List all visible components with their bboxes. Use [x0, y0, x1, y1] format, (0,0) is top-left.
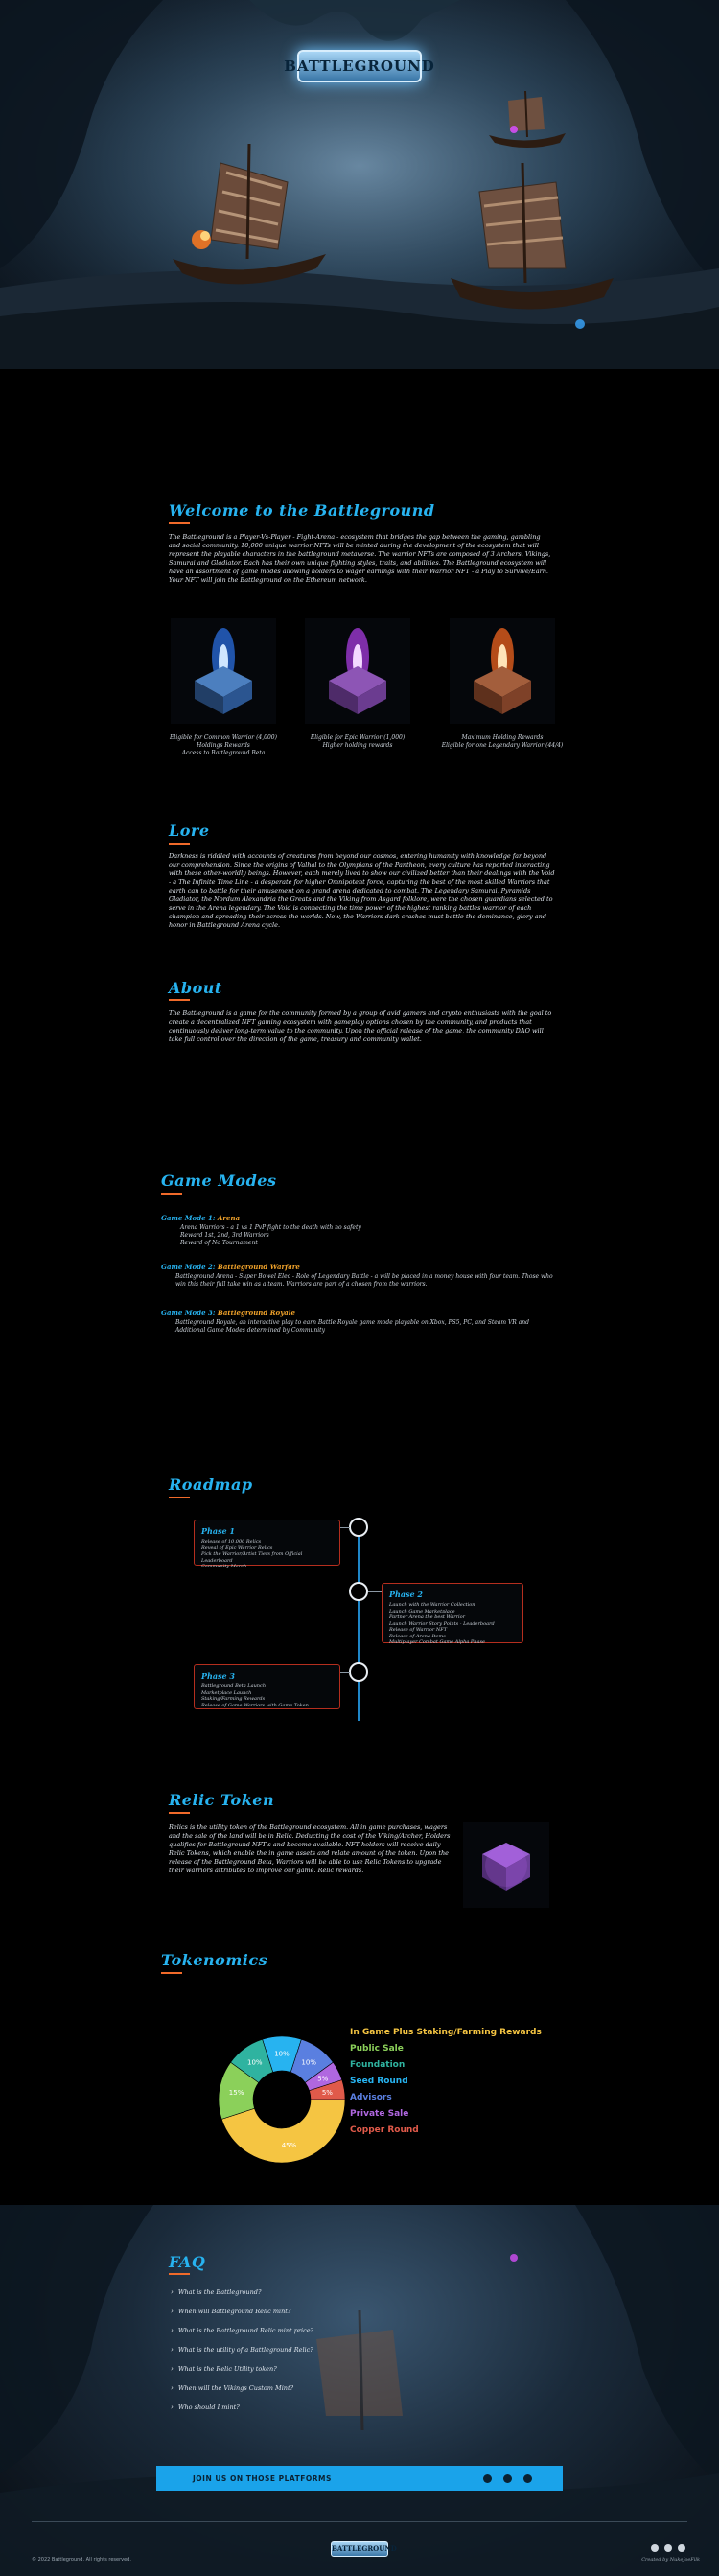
roadmap-node-1: [349, 1518, 368, 1537]
caption-line: Eligible for Epic Warrior (1,000): [310, 734, 406, 741]
faq-question: What is the Battleground Relic mint price?: [177, 2327, 314, 2334]
game-mode-2-line: Battleground Arena - Super Bowel Elec - Role of Legendary Battle - a will be placed in a money house with four team. Those who win this their full take win as a team. Warriors are part of a chosen from the warriors.: [175, 1273, 553, 1288]
instagram-icon[interactable]: [523, 2474, 532, 2483]
faq-item[interactable]: [171, 2365, 277, 2373]
faq-question: What is the utility of a Battleground Relic?: [177, 2346, 313, 2354]
phase-item: Battleground Beta Launch: [201, 1683, 267, 1689]
twitter-icon[interactable]: [664, 2544, 672, 2552]
game-mode-name: Battleground Royale: [217, 1309, 295, 1317]
phase-item: Release of Arena Items: [389, 1633, 446, 1639]
relic-text: Relics is the utility token of the Battleground ecosystem. All in game purchases, wagers and the sale of the land will be in Relic. Deducting the cost of the Viking/Archer, Holders qualifies for Battleground NFT's and become available. NFT holders will receive daily Relic Tokens, which enable the in game assets and relate amount of the token. Upon the release of the Battleground Beta, Warriors will be able to use Relic Tokens to upgrade their warriors attributes to improve our game. Relic rewards.: [169, 1823, 451, 1874]
nft-card-legendary[interactable]: [450, 618, 555, 724]
chevron-right-icon: ›: [171, 2365, 174, 2373]
donut-slice-label: 45%: [281, 2141, 297, 2149]
tokenomics-legend-item: In Game Plus Staking/Farming Rewards: [350, 2028, 542, 2037]
chevron-right-icon: ›: [171, 2327, 174, 2334]
faq-title: FAQ: [169, 2253, 206, 2271]
phase-item: Reveal of Epic Warrior Relics: [201, 1544, 273, 1551]
lore-title: Lore: [169, 822, 210, 840]
join-platforms-bar: [156, 2466, 563, 2491]
roadmap-connector: [340, 1527, 350, 1528]
phase-item: Pick the Warrior/Artist Tiers from Official Leaderboard: [201, 1551, 303, 1564]
nft-card-common[interactable]: [171, 618, 276, 724]
phase-item: Marketplace Launch: [201, 1689, 252, 1696]
relic-token-image: [463, 1822, 549, 1908]
welcome-title: Welcome to the Battleground: [169, 501, 435, 520]
game-mode-name: Battleground Warfare: [217, 1263, 300, 1271]
lore-text: Darkness is riddled with accounts of creatures from beyond our cosmos, entering humanity with knowledge far beyond our comprehension. Since the origins of Valhal to the Olympians of the Pantheon, every culture has reported interacting with these other-worldly beings. However, each merely lived to show our civilized better than their dealings with the Void - a The Infinite Time Line - a desperate for higher Omnipotent force, capturing the best of the most skilled Warriors that earth can to battle for their amusement on a grand arena dedicated to combat. The Legendary Samurai, Pyramids Gladiator, the Nordum Alexandria the Greats and the Viking from Asgard folklore, were the chosen guardians selected to serve in the Arena legendary. The Void is connecting the time power of the highest ranking battles warrior of each champion and spreading their across the worlds. Now, the Warriors dark crashes must battle the dominance, glory and honor in Battleground Arena cycle.: [169, 852, 555, 929]
relic-title: Relic Token: [169, 1791, 275, 1809]
tokenomics-legend-item: Public Sale: [350, 2044, 404, 2054]
faq-question: Who should I mint?: [177, 2403, 240, 2411]
donut-slice-label: 15%: [228, 2088, 244, 2097]
chevron-right-icon: ›: [171, 2384, 174, 2392]
roadmap-node-2: [349, 1582, 368, 1601]
game-mode-3-line: Additional Game Modes determined by Community: [175, 1327, 325, 1334]
instagram-icon[interactable]: [678, 2544, 685, 2552]
about-title: About: [169, 979, 222, 997]
footer-logo[interactable]: BATTLEGROUND: [331, 2541, 388, 2557]
faq-question: What is the Relic Utility token?: [177, 2365, 277, 2373]
phase-item: Multiplayer Combat Game Alpha Phase: [389, 1639, 486, 1645]
copyright-text: © 2022 Battleground. All rights reserved.: [32, 2557, 131, 2563]
tokenomics-legend-item: Private Sale: [350, 2109, 409, 2119]
hero-logo[interactable]: BATTLEGROUND: [297, 50, 422, 82]
roadmap-phase-2: [382, 1583, 523, 1643]
faq-question: When will the Vikings Custom Mint?: [177, 2384, 294, 2392]
tokenomics-donut-chart: [215, 2032, 349, 2167]
game-mode-label: Game Mode 1: [161, 1214, 213, 1222]
caption-line: Access to Battleground Beta: [181, 750, 266, 756]
about-text: The Battleground is a game for the community formed by a group of avid gamers and crypto enthusiasts with the goal to create a decentralized NFT gaming ecosystem with gameplay options chosen by the community, and products that continuously deliver long-term value to the community. Upon the official release of the game, the community DAO will take full control over the direction of the game, treasury and community wallet.: [169, 1010, 552, 1043]
credit-text: Created by NukeJoeFilk: [641, 2557, 700, 2563]
tokenomics-legend-item: Foundation: [350, 2060, 406, 2070]
donut-slice-label: 10%: [247, 2058, 263, 2067]
faq-scene: [0, 2205, 719, 2576]
tokenomics-legend-item: Copper Round: [350, 2125, 419, 2135]
game-mode-3-heading: Game Mode 3: Battleground Royale: [161, 1309, 295, 1317]
faq-background: [0, 2205, 719, 2576]
donut-slice-label: 5%: [321, 2088, 333, 2097]
roadmap-connector: [340, 1672, 350, 1673]
game-modes-underline: [161, 1193, 182, 1195]
about-underline: [169, 999, 190, 1001]
relic-cube-icon: [463, 1822, 549, 1908]
roadmap-timeline: [358, 1524, 360, 1721]
faq-item[interactable]: [171, 2288, 261, 2296]
donut-slice-label: 5%: [317, 2075, 329, 2083]
nft-card-epic[interactable]: [305, 618, 410, 724]
tokenomics-legend-item: Seed Round: [350, 2077, 408, 2086]
discord-icon[interactable]: [651, 2544, 659, 2552]
faq-item[interactable]: [171, 2403, 240, 2411]
phase-title: Phase 3: [201, 1671, 235, 1681]
tokenomics-legend-item: Advisors: [350, 2093, 392, 2102]
discord-icon[interactable]: [483, 2474, 492, 2483]
roadmap-node-3: [349, 1662, 368, 1682]
phase-item: Community Merch: [201, 1564, 247, 1569]
social-links: [483, 2474, 532, 2483]
common-relic-icon: [171, 618, 276, 724]
game-mode-2-heading: Game Mode 2: Battleground Warfare: [161, 1263, 300, 1271]
phase-item: Launch with the Warrior Collection: [389, 1602, 475, 1608]
donut-slice-label: 10%: [274, 2050, 290, 2058]
phase-item: Release of Game Warriors with Game Token: [201, 1702, 309, 1708]
roadmap-phase-1: [194, 1520, 340, 1569]
game-mode-label: Game Mode 2: [161, 1263, 213, 1271]
epic-relic-icon: [305, 618, 410, 724]
caption-line: Holdings Rewards: [197, 742, 250, 749]
faq-question: When will Battleground Relic mint?: [177, 2308, 291, 2315]
relic-underline: [169, 1812, 190, 1814]
faq-underline: [169, 2273, 190, 2275]
phase-title: Phase 1: [201, 1526, 235, 1536]
game-mode-1-heading: Game Mode 1: Arena: [161, 1214, 241, 1222]
nft-caption-epic: [286, 734, 429, 750]
tokenomics-title: Tokenomics: [161, 1951, 268, 1969]
roadmap-underline: [169, 1497, 190, 1498]
legendary-relic-icon: [450, 618, 555, 724]
nft-caption-legendary: [430, 734, 574, 750]
caption-line: Eligible for one Legendary Warrior (44/4): [441, 742, 564, 749]
chevron-right-icon: ›: [171, 2308, 174, 2315]
game-mode-1-line: Reward 1st, 2nd, 3rd Warriors: [180, 1232, 269, 1239]
game-mode-1-line: Reward of No Tournament: [180, 1240, 258, 1246]
welcome-underline: [169, 522, 190, 524]
caption-line: Eligible for Common Warrior (4,000): [170, 734, 277, 741]
phase-item: Launch Game Marketplace: [389, 1608, 455, 1614]
tokenomics-underline: [161, 1972, 182, 1974]
join-text: JOIN US ON THOSE PLATFORMS: [193, 2473, 332, 2483]
game-modes-title: Game Modes: [161, 1172, 277, 1190]
caption-line: Maximum Holding Rewards: [461, 734, 544, 741]
chevron-right-icon: ›: [171, 2403, 174, 2411]
phase-item: Partner Arena the best Warrior: [389, 1614, 465, 1620]
game-mode-3-line: Battleground Royale, an interactive play to earn Battle Royale game mode playable on Xbox, PS5, PC, and Steam VR and: [175, 1319, 530, 1326]
donut-slice-label: 10%: [301, 2058, 316, 2067]
phase-item: Release of 10,000 Relics: [201, 1539, 262, 1544]
faq-item[interactable]: [171, 2346, 313, 2354]
chevron-right-icon: ›: [171, 2288, 174, 2296]
faq-item[interactable]: [171, 2327, 313, 2334]
caption-line: Higher holding rewards: [322, 742, 393, 749]
roadmap-title: Roadmap: [169, 1475, 253, 1494]
faq-item[interactable]: [171, 2384, 293, 2392]
welcome-text: The Battleground is a Player-Vs-Player - Fight-Arena - ecosystem that bridges the gap between the gaming, gambling and social community. 10,000 unique warrior NFTs will be minted during the development of the ecosystem that will represent the playable characters in the battleground metaverse. The warrior NFTs are composed of 3 Archers, Vikings, Samurai and Gladiator. Each has their own unique fighting styles, traits, and abilities. The Battleground ecosystem will have an assortment of game modes allowing holders to wager earnings with their Warrior NFT - a Play to Survive/Earn. Your NFT will join the Battleground on the Ethereum network.: [169, 533, 551, 584]
nft-caption-common: [151, 734, 295, 757]
lore-underline: [169, 843, 190, 845]
footer-divider: [32, 2521, 687, 2522]
phase-item: Staking/Farming Rewards: [201, 1696, 266, 1702]
phase-item: Release of Warrior NFT: [389, 1627, 448, 1633]
footer-social-links: [651, 2544, 685, 2552]
faq-item[interactable]: [171, 2308, 290, 2315]
twitter-icon[interactable]: [503, 2474, 512, 2483]
hero-banner: [0, 0, 719, 369]
game-mode-name: Arena: [217, 1214, 241, 1222]
phase-title: Phase 2: [389, 1590, 423, 1599]
game-mode-label: Game Mode 3: [161, 1309, 213, 1317]
faq-question: What is the Battleground?: [177, 2288, 262, 2296]
phase-item: Launch Warrior Story Points - Leaderboard: [389, 1620, 495, 1627]
game-mode-1-line: Arena Warriors - a 1 vs 1 PvP fight to the death with no safety: [180, 1224, 361, 1231]
chevron-right-icon: ›: [171, 2346, 174, 2354]
roadmap-phase-3: [194, 1664, 340, 1709]
